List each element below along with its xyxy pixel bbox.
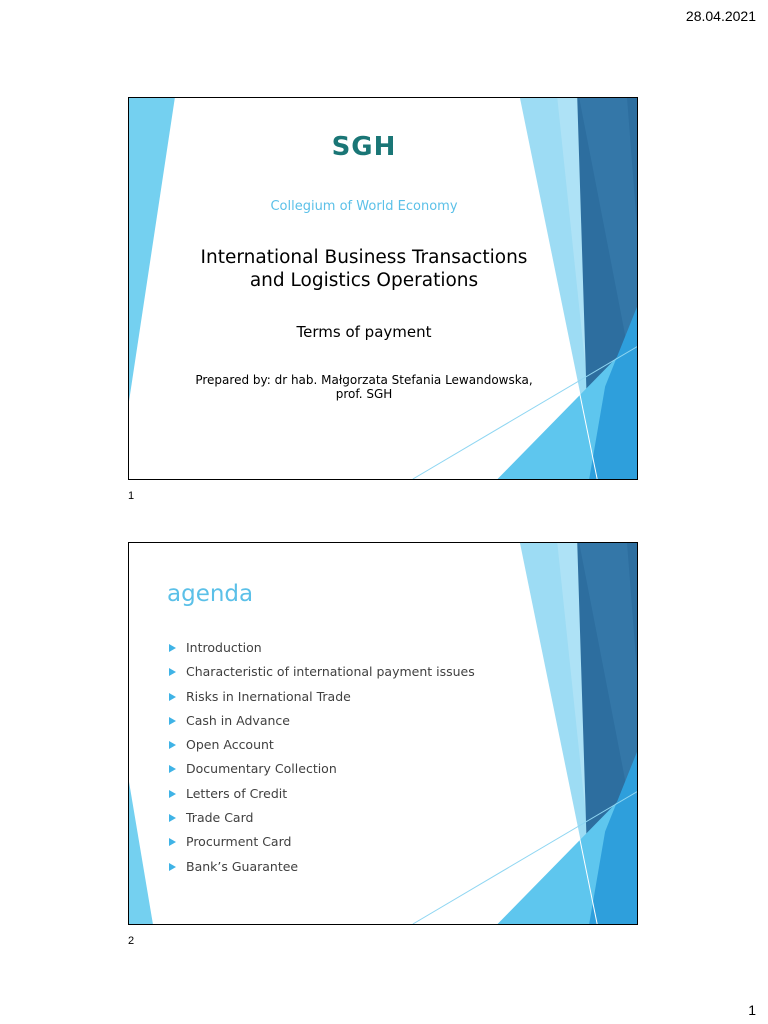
triangle-bullet-icon [169,741,176,749]
list-item: Cash in Advance [167,713,475,737]
prepared-by [129,373,599,401]
page-number: 1 [748,1002,756,1018]
slide-1-subtitle: Collegium of World Economy [270,199,458,214]
triangle-bullet-icon [169,863,176,871]
slide-1-title [129,246,599,292]
triangle-bullet-icon [169,814,176,822]
agenda-title: agenda [167,581,254,607]
slide-1 [128,97,638,480]
list-item: Open Account [167,737,475,761]
prepared-line-2: prof. SGH [335,387,393,401]
triangle-bullet-icon [169,790,176,798]
title-line-1: International Business Transactions [200,247,528,268]
title-line-2: and Logistics Operations [249,270,479,291]
triangle-bullet-icon [169,668,176,676]
triangle-bullet-icon [169,644,176,652]
list-item: Documentary Collection [167,761,475,785]
section-title: Terms of payment [296,323,432,341]
page-date: 28.04.2021 [685,8,756,24]
slide-2 [128,542,638,925]
list-item: Introduction [167,640,475,664]
agenda-list [167,640,475,883]
list-item: Characteristic of international payment issues [167,664,475,688]
list-item: Letters of Credit [167,786,475,810]
slide-1-number: 1 [128,490,135,502]
triangle-bullet-icon [169,765,176,773]
prepared-line-1: Prepared by: dr hab. Małgorzata Stefania Lewandowska, [195,373,533,387]
sgh-logo: SGH [331,132,397,162]
triangle-bullet-icon [169,838,176,846]
list-item: Procurment Card [167,834,475,858]
slide-2-number: 2 [128,935,135,947]
triangle-bullet-icon [169,693,176,701]
list-item: Bank’s Guarantee [167,859,475,883]
list-item: Risks in Inernational Trade [167,689,475,713]
list-item: Trade Card [167,810,475,834]
triangle-bullet-icon [169,717,176,725]
